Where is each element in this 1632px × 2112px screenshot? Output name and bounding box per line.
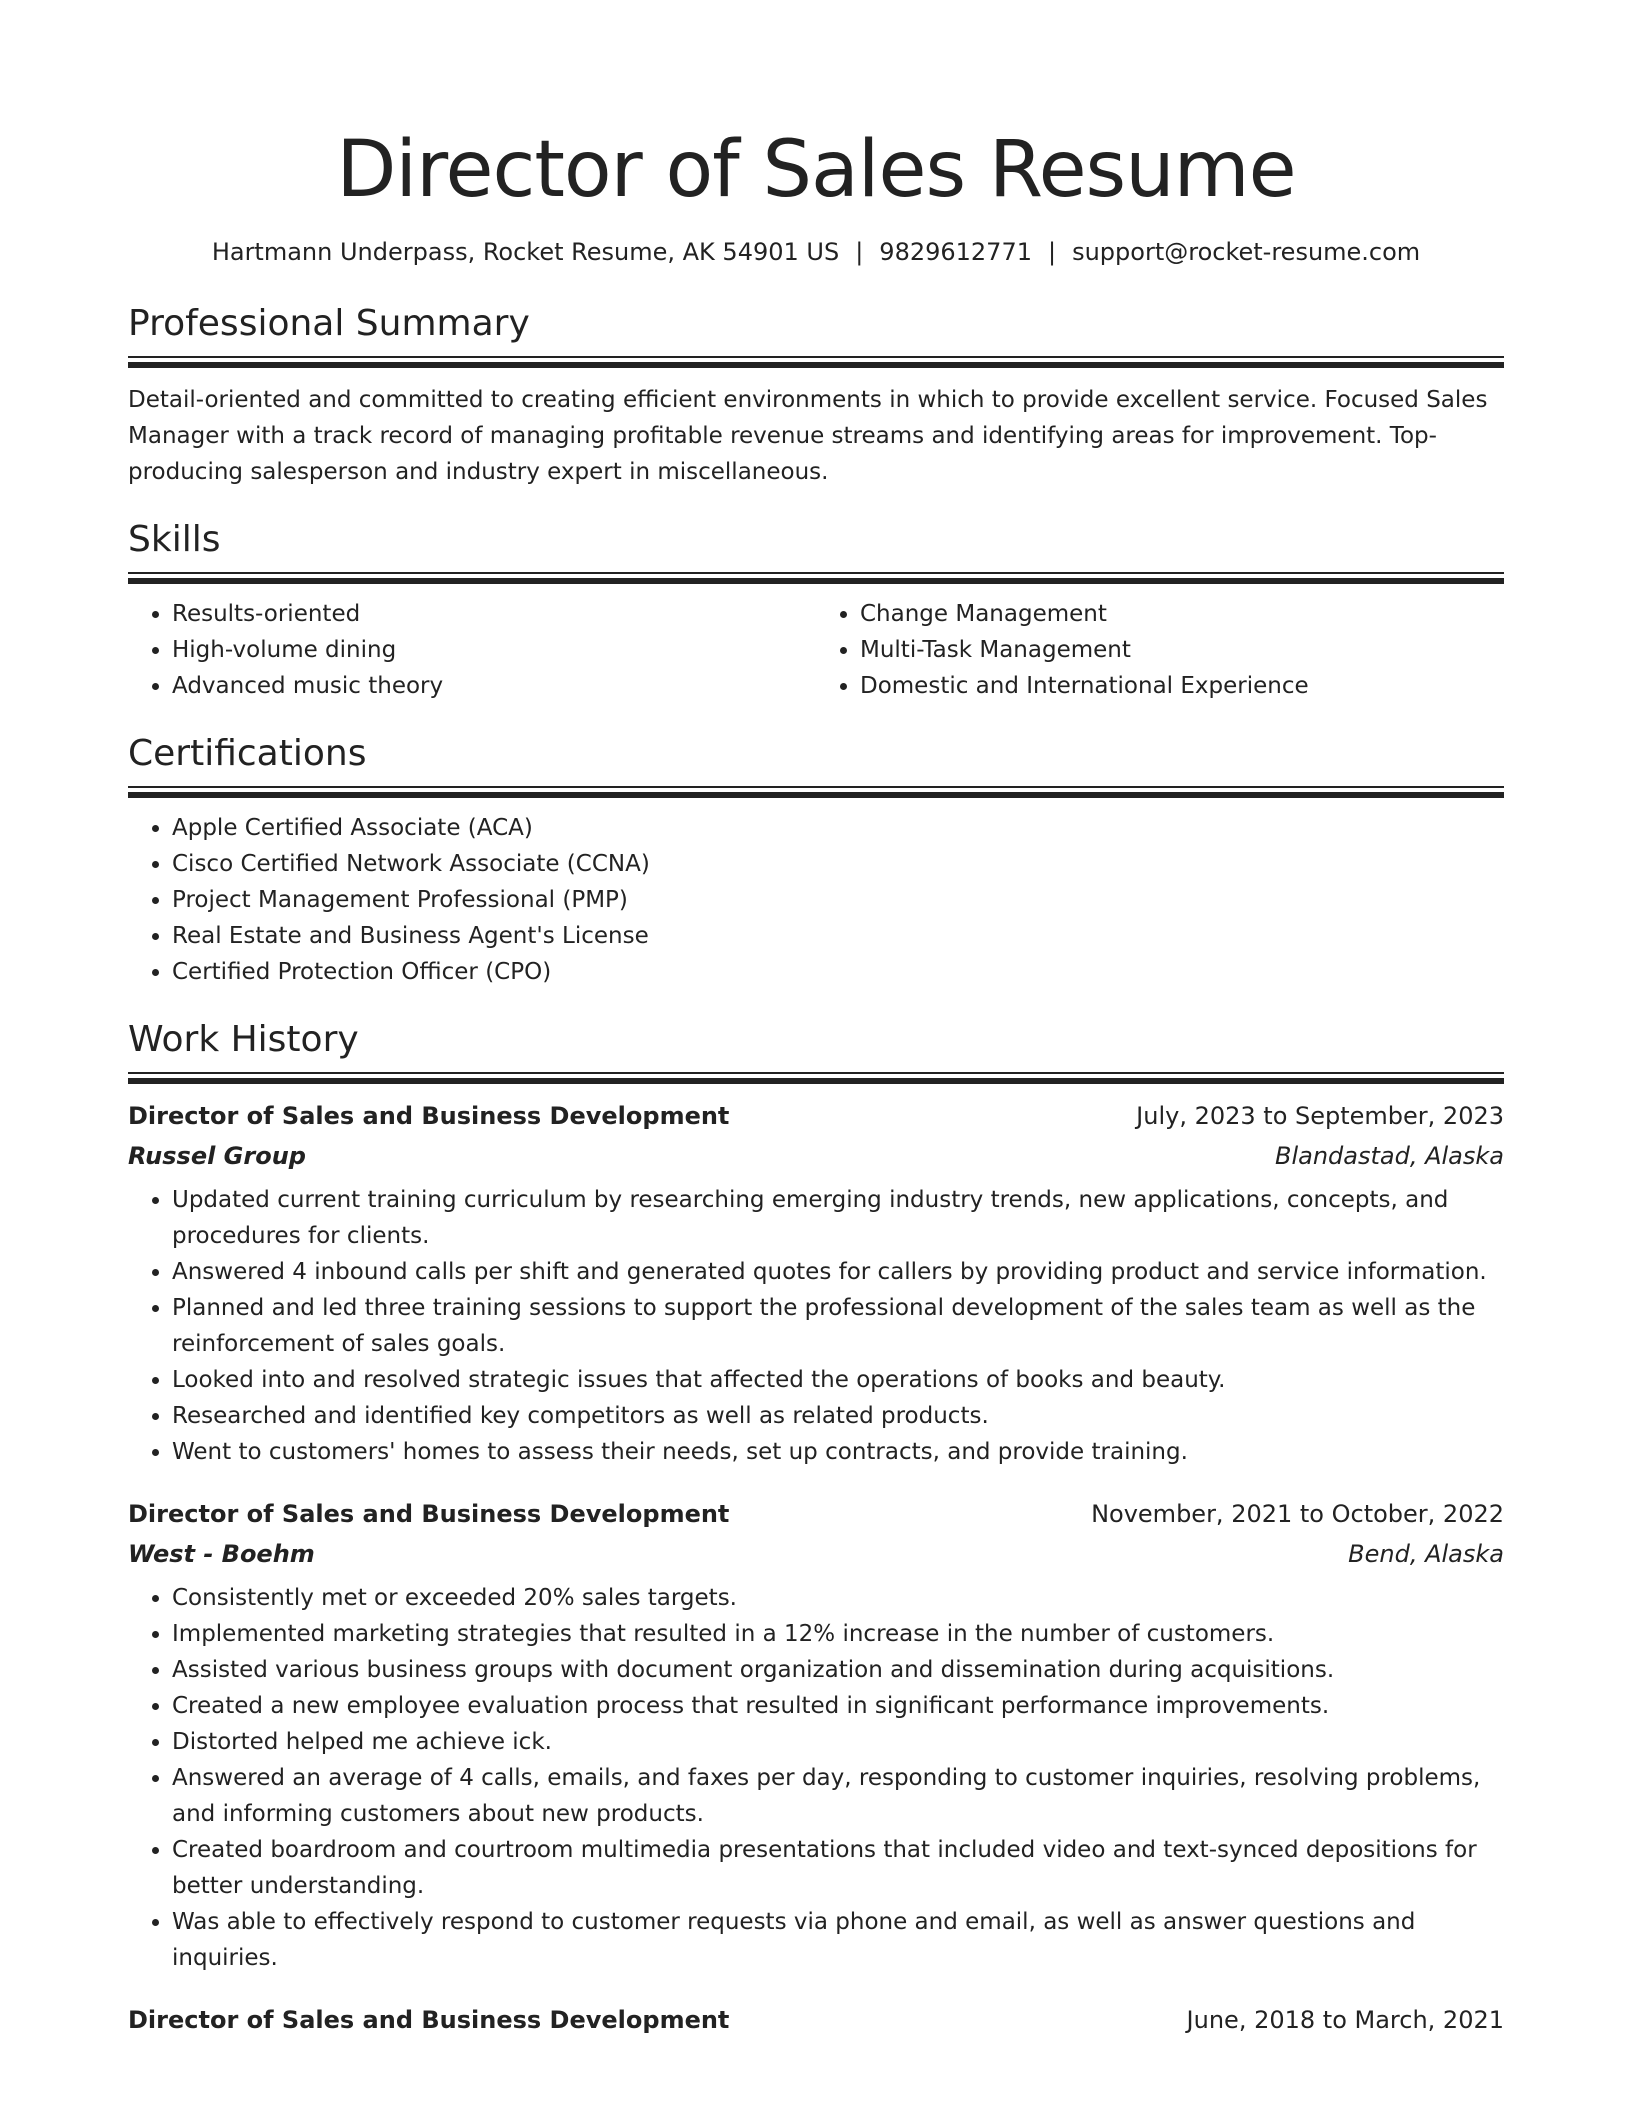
skill-item: • Domestic and International Experience <box>860 668 1504 704</box>
contact-phone: 9829612771 <box>879 238 1032 266</box>
section-divider <box>128 572 1504 584</box>
job-company: Russel Group <box>128 1142 306 1170</box>
section-heading: Certifications <box>128 733 367 774</box>
job-entry <box>128 1494 1504 1976</box>
certification-item: • Real Estate and Business Agent's License <box>172 918 1504 954</box>
job-subheader <box>128 1534 1504 1574</box>
section-divider <box>128 1072 1504 1084</box>
job-bullet: • Created boardroom and courtroom multimedia presentations that included video and text-synced depositions for better understanding. <box>172 1832 1504 1904</box>
job-bullet: • Assisted various business groups with document organization and dissemination during acquisitions. <box>172 1652 1504 1688</box>
job-bullets <box>128 1580 1504 1976</box>
job-bullet: • Answered an average of 4 calls, emails, and faxes per day, responding to customer inquiries, resolving problems, and informing customers about new products. <box>172 1760 1504 1832</box>
section-heading: Work History <box>128 1019 359 1060</box>
skill-item: • Advanced music theory <box>172 668 816 704</box>
section-divider <box>128 356 1504 368</box>
section-heading: Skills <box>128 519 221 560</box>
resume-title: Director of Sales Resume <box>336 125 1296 215</box>
section-heading: Professional Summary <box>128 303 530 344</box>
job-location: Bend, Alaska <box>1348 1540 1504 1568</box>
contact-line <box>128 236 1504 268</box>
summary-section <box>128 302 1504 490</box>
skills-section <box>128 518 1504 704</box>
skills-columns <box>128 596 1504 704</box>
job-bullet: • Distorted helped me achieve ick. <box>172 1724 1504 1760</box>
job-bullet: • Created a new employee evaluation process that resulted in significant performance improvements. <box>172 1688 1504 1724</box>
job-title: Director of Sales and Business Development <box>128 1102 730 1130</box>
contact-separator: | <box>855 238 864 266</box>
job-dates: November, 2021 to October, 2022 <box>1091 1500 1504 1528</box>
certification-item: • Certified Protection Officer (CPO) <box>172 954 1504 990</box>
job-dates: July, 2023 to September, 2023 <box>1136 1102 1504 1130</box>
contact-separator: | <box>1048 238 1057 266</box>
job-entry <box>128 2000 1504 2040</box>
skill-item: • High-volume dining <box>172 632 816 668</box>
job-bullet: • Consistently met or exceeded 20% sales targets. <box>172 1580 1504 1616</box>
job-bullet: • Implemented marketing strategies that resulted in a 12% increase in the number of customers. <box>172 1616 1504 1652</box>
job-entry <box>128 1096 1504 1470</box>
job-company: West - Boehm <box>128 1540 315 1568</box>
skills-list-right <box>816 596 1504 704</box>
certifications-section <box>128 732 1504 990</box>
summary-text: Detail-oriented and committed to creating efficient environments in which to provide excellent service. Focused Sales Manager with a track record of managing profitable revenue streams and identifying areas for improvement. Top-producing salesperson and industry expert in miscellaneous. <box>128 387 1488 485</box>
job-title: Director of Sales and Business Development <box>128 2006 730 2034</box>
job-dates: June, 2018 to March, 2021 <box>1186 2006 1504 2034</box>
job-subheader <box>128 1136 1504 1176</box>
resume-page <box>128 0 1504 2040</box>
job-bullet: • Was able to effectively respond to customer requests via phone and email, as well as answer questions and inquiries. <box>172 1904 1504 1976</box>
certification-item: • Apple Certified Associate (ACA) <box>172 810 1504 846</box>
contact-email[interactable]: support@rocket-resume.com <box>1072 238 1421 266</box>
job-bullet: • Researched and identified key competitors as well as related products. <box>172 1398 1504 1434</box>
job-header <box>128 1494 1504 1534</box>
job-bullet: • Planned and led three training sessions to support the professional development of the sales team as well as the reinforcement of sales goals. <box>172 1290 1504 1362</box>
job-title: Director of Sales and Business Development <box>128 1500 730 1528</box>
section-divider <box>128 786 1504 798</box>
job-header <box>128 1096 1504 1136</box>
skill-item: • Multi-Task Management <box>860 632 1504 668</box>
skill-item: • Results-oriented <box>172 596 816 632</box>
certification-item: • Cisco Certified Network Associate (CCNA) <box>172 846 1504 882</box>
job-bullet: • Updated current training curriculum by researching emerging industry trends, new applications, concepts, and procedures for clients. <box>172 1182 1504 1254</box>
certifications-list <box>128 810 1504 990</box>
certification-item: • Project Management Professional (PMP) <box>172 882 1504 918</box>
skill-item: • Change Management <box>860 596 1504 632</box>
job-bullet: • Looked into and resolved strategic issues that affected the operations of books and beauty. <box>172 1362 1504 1398</box>
job-location: Blandastad, Alaska <box>1274 1142 1504 1170</box>
contact-address: Hartmann Underpass, Rocket Resume, AK 54901 US <box>211 238 840 266</box>
job-bullets <box>128 1182 1504 1470</box>
skills-list-left <box>128 596 816 704</box>
work-history-section <box>128 1018 1504 2040</box>
job-bullet: • Went to customers' homes to assess their needs, set up contracts, and provide training. <box>172 1434 1504 1470</box>
job-bullet: • Answered 4 inbound calls per shift and generated quotes for callers by providing product and service information. <box>172 1254 1504 1290</box>
job-header <box>128 2000 1504 2040</box>
